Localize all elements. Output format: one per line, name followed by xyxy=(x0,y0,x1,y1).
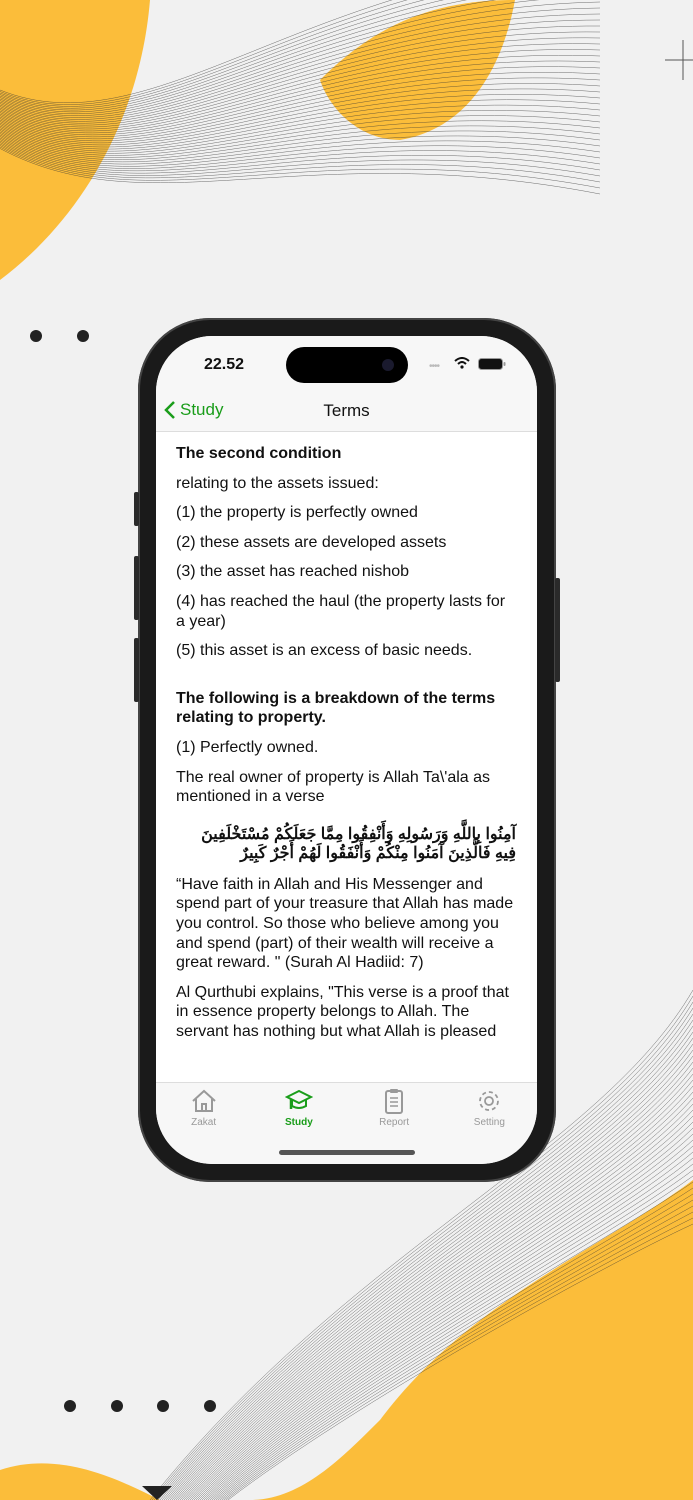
paragraph: Al Qurthubi explains, "This verse is a proof that in essence property belongs to Allah. The servant has nothing but what Allah is pleased xyxy=(176,983,509,1040)
tab-setting[interactable] xyxy=(442,1083,537,1164)
back-label: Study xyxy=(180,400,224,419)
volume-down-button xyxy=(134,638,139,702)
home-indicator[interactable] xyxy=(279,1150,415,1155)
section-heading: The second condition xyxy=(176,445,342,462)
action-button xyxy=(134,492,139,526)
paragraph: (1) Perfectly owned. xyxy=(176,738,319,756)
condition-item: (2) these assets are developed assets xyxy=(176,533,447,551)
navigation-bar xyxy=(156,396,537,432)
battery-icon xyxy=(478,358,506,370)
dynamic-island xyxy=(286,347,408,383)
gear-icon xyxy=(475,1087,503,1115)
tab-zakat[interactable] xyxy=(156,1083,251,1164)
paragraph: relating to the assets issued: xyxy=(176,474,379,492)
clipboard-icon xyxy=(380,1087,408,1115)
decor-dot xyxy=(77,330,89,342)
arabic-verse: آمِنُوا بِاللَّهِ وَرَسُولِهِ وَأَنْفِقُوا مِمَّا جَعَلَكُمْ مُسْتَخْلَفِينَ فِيهِ فَالَّذِينَ آمَنُوا مِنْكُمْ وَأَنْفَقُوا لَهُمْ أَجْرٌ كَبِيرٌ xyxy=(201,825,516,862)
decor-dot xyxy=(111,1400,123,1412)
power-button xyxy=(555,578,560,682)
volume-up-button xyxy=(134,556,139,620)
signal-icon: •••• xyxy=(429,361,440,372)
terms-content xyxy=(176,444,516,1051)
tab-label: Setting xyxy=(473,1117,505,1128)
paragraph: The real owner of property is Allah Ta\'ala as mentioned in a verse xyxy=(176,768,491,806)
status-time: 22.52 xyxy=(204,356,245,373)
decor-dot xyxy=(30,330,42,342)
condition-item: (4) has reached the haul (the property lasts for a year) xyxy=(176,592,506,630)
verse-translation: “Have faith in Allah and His Messenger and spend part of your treasure that Allah has made you control. So those who believe among you and spend (part) of their wealth will receive a great reward. " (Surah Al Hadiid: 7) xyxy=(176,875,514,972)
section-heading: The following is a breakdown of the terms relating to property. xyxy=(176,689,496,727)
decor-dot xyxy=(157,1400,169,1412)
decor-dot xyxy=(64,1400,76,1412)
condition-item: (5) this asset is an excess of basic needs. xyxy=(176,642,473,660)
camera-icon xyxy=(382,359,394,371)
page-title: Terms xyxy=(323,401,370,420)
condition-item: (1) the property is perfectly owned xyxy=(176,504,418,522)
tab-label: Study xyxy=(284,1117,313,1128)
status-bar xyxy=(156,336,537,396)
decor-dot xyxy=(204,1400,216,1412)
wifi-icon xyxy=(454,357,470,369)
app-screen xyxy=(156,336,537,1164)
tab-label: Report xyxy=(379,1117,410,1128)
tab-label: Zakat xyxy=(191,1117,217,1128)
house-icon xyxy=(190,1087,218,1115)
condition-item: (3) the asset has reached nishob xyxy=(176,563,410,581)
graduation-cap-icon xyxy=(285,1087,313,1115)
